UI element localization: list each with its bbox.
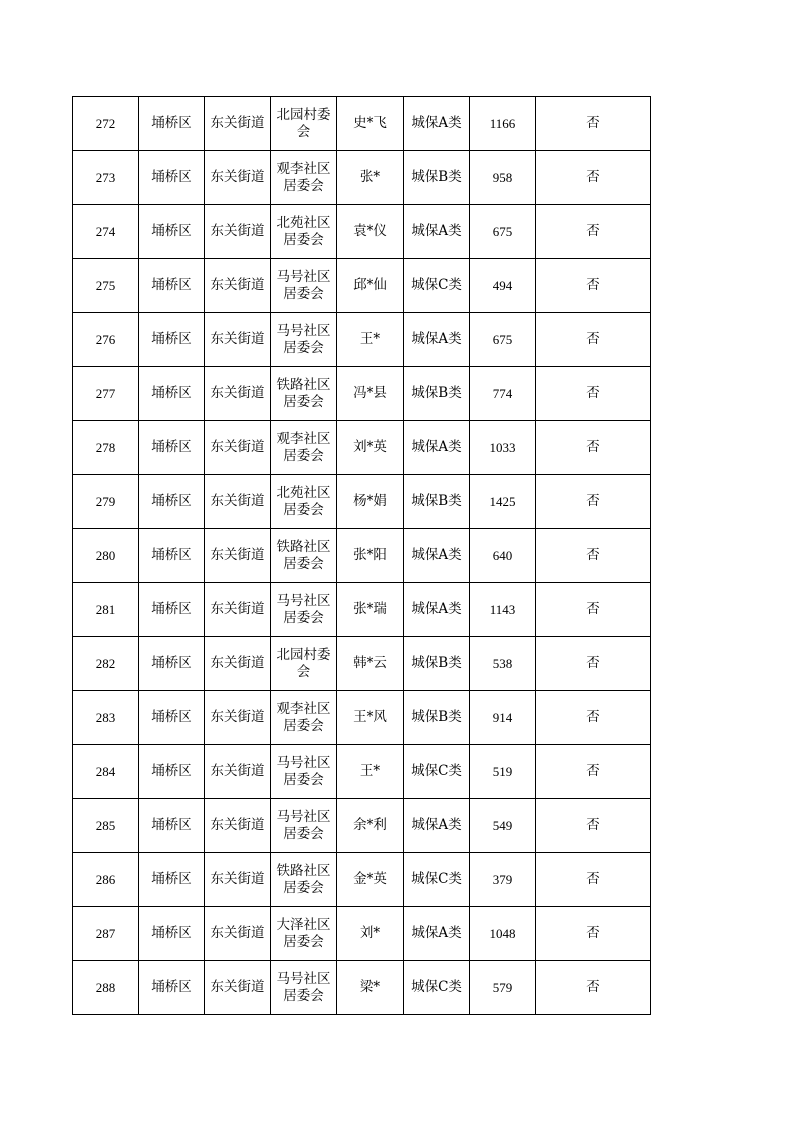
street-cell: 东关街道 — [205, 475, 271, 529]
flag-cell: 否 — [536, 745, 651, 799]
flag-cell: 否 — [536, 205, 651, 259]
row-number-cell: 277 — [73, 367, 139, 421]
name-cell: 张* — [337, 151, 404, 205]
table-row — [73, 259, 651, 313]
street-cell: 东关街道 — [205, 151, 271, 205]
committee-cell: 北园村委会 — [271, 637, 337, 691]
committee-cell: 马号社区居委会 — [271, 745, 337, 799]
amount-cell: 1425 — [470, 475, 536, 529]
name-cell: 王*风 — [337, 691, 404, 745]
committee-cell: 北园村委会 — [271, 97, 337, 151]
name-cell: 袁*仪 — [337, 205, 404, 259]
table-row — [73, 691, 651, 745]
amount-cell: 579 — [470, 961, 536, 1015]
amount-cell: 1166 — [470, 97, 536, 151]
amount-cell: 549 — [470, 799, 536, 853]
street-cell: 东关街道 — [205, 691, 271, 745]
row-number-cell: 284 — [73, 745, 139, 799]
table-row — [73, 637, 651, 691]
district-cell: 埇桥区 — [139, 637, 205, 691]
committee-cell: 北苑社区居委会 — [271, 475, 337, 529]
row-number-cell: 279 — [73, 475, 139, 529]
category-cell: 城保C类 — [404, 259, 470, 313]
category-cell: 城保C类 — [404, 853, 470, 907]
committee-cell: 观李社区居委会 — [271, 421, 337, 475]
committee-cell: 北苑社区居委会 — [271, 205, 337, 259]
district-cell: 埇桥区 — [139, 583, 205, 637]
committee-cell: 观李社区居委会 — [271, 691, 337, 745]
district-cell: 埇桥区 — [139, 421, 205, 475]
flag-cell: 否 — [536, 529, 651, 583]
amount-cell: 519 — [470, 745, 536, 799]
name-cell: 刘*英 — [337, 421, 404, 475]
committee-cell: 马号社区居委会 — [271, 799, 337, 853]
street-cell: 东关街道 — [205, 313, 271, 367]
committee-cell: 铁路社区居委会 — [271, 853, 337, 907]
category-cell: 城保B类 — [404, 151, 470, 205]
row-number-cell: 273 — [73, 151, 139, 205]
committee-cell: 铁路社区居委会 — [271, 367, 337, 421]
category-cell: 城保A类 — [404, 799, 470, 853]
category-cell: 城保B类 — [404, 367, 470, 421]
committee-cell: 观李社区居委会 — [271, 151, 337, 205]
flag-cell: 否 — [536, 475, 651, 529]
category-cell: 城保A类 — [404, 97, 470, 151]
name-cell: 王* — [337, 313, 404, 367]
category-cell: 城保A类 — [404, 205, 470, 259]
district-cell: 埇桥区 — [139, 961, 205, 1015]
flag-cell: 否 — [536, 799, 651, 853]
data-table — [72, 96, 651, 1015]
district-cell: 埇桥区 — [139, 799, 205, 853]
street-cell: 东关街道 — [205, 745, 271, 799]
committee-cell: 大泽社区居委会 — [271, 907, 337, 961]
table-row — [73, 745, 651, 799]
table-row — [73, 205, 651, 259]
amount-cell: 379 — [470, 853, 536, 907]
street-cell: 东关街道 — [205, 259, 271, 313]
amount-cell: 675 — [470, 313, 536, 367]
name-cell: 金*英 — [337, 853, 404, 907]
row-number-cell: 282 — [73, 637, 139, 691]
category-cell: 城保A类 — [404, 313, 470, 367]
street-cell: 东关街道 — [205, 961, 271, 1015]
amount-cell: 538 — [470, 637, 536, 691]
category-cell: 城保A类 — [404, 421, 470, 475]
district-cell: 埇桥区 — [139, 745, 205, 799]
district-cell: 埇桥区 — [139, 151, 205, 205]
flag-cell: 否 — [536, 367, 651, 421]
name-cell: 韩*云 — [337, 637, 404, 691]
flag-cell: 否 — [536, 961, 651, 1015]
row-number-cell: 272 — [73, 97, 139, 151]
table-row — [73, 799, 651, 853]
table-row — [73, 367, 651, 421]
row-number-cell: 276 — [73, 313, 139, 367]
street-cell: 东关街道 — [205, 97, 271, 151]
category-cell: 城保A类 — [404, 529, 470, 583]
row-number-cell: 288 — [73, 961, 139, 1015]
committee-cell: 马号社区居委会 — [271, 259, 337, 313]
category-cell: 城保A类 — [404, 907, 470, 961]
row-number-cell: 278 — [73, 421, 139, 475]
name-cell: 张*阳 — [337, 529, 404, 583]
row-number-cell: 286 — [73, 853, 139, 907]
amount-cell: 494 — [470, 259, 536, 313]
flag-cell: 否 — [536, 421, 651, 475]
row-number-cell: 285 — [73, 799, 139, 853]
district-cell: 埇桥区 — [139, 313, 205, 367]
flag-cell: 否 — [536, 313, 651, 367]
category-cell: 城保A类 — [404, 583, 470, 637]
name-cell: 杨*娟 — [337, 475, 404, 529]
district-cell: 埇桥区 — [139, 205, 205, 259]
street-cell: 东关街道 — [205, 853, 271, 907]
committee-cell: 铁路社区居委会 — [271, 529, 337, 583]
district-cell: 埇桥区 — [139, 367, 205, 421]
table-row — [73, 421, 651, 475]
district-cell: 埇桥区 — [139, 259, 205, 313]
district-cell: 埇桥区 — [139, 529, 205, 583]
table-row — [73, 853, 651, 907]
table-row — [73, 529, 651, 583]
flag-cell: 否 — [536, 151, 651, 205]
amount-cell: 1048 — [470, 907, 536, 961]
amount-cell: 958 — [470, 151, 536, 205]
amount-cell: 640 — [470, 529, 536, 583]
district-cell: 埇桥区 — [139, 475, 205, 529]
name-cell: 张*瑞 — [337, 583, 404, 637]
row-number-cell: 283 — [73, 691, 139, 745]
amount-cell: 774 — [470, 367, 536, 421]
amount-cell: 914 — [470, 691, 536, 745]
table-row — [73, 475, 651, 529]
name-cell: 史*飞 — [337, 97, 404, 151]
row-number-cell: 281 — [73, 583, 139, 637]
street-cell: 东关街道 — [205, 799, 271, 853]
row-number-cell: 275 — [73, 259, 139, 313]
flag-cell: 否 — [536, 583, 651, 637]
table-row — [73, 583, 651, 637]
name-cell: 刘* — [337, 907, 404, 961]
table-row — [73, 961, 651, 1015]
street-cell: 东关街道 — [205, 529, 271, 583]
table-body — [73, 97, 651, 1015]
name-cell: 梁* — [337, 961, 404, 1015]
row-number-cell: 280 — [73, 529, 139, 583]
street-cell: 东关街道 — [205, 907, 271, 961]
street-cell: 东关街道 — [205, 583, 271, 637]
name-cell: 冯*县 — [337, 367, 404, 421]
street-cell: 东关街道 — [205, 421, 271, 475]
row-number-cell: 274 — [73, 205, 139, 259]
flag-cell: 否 — [536, 259, 651, 313]
district-cell: 埇桥区 — [139, 691, 205, 745]
name-cell: 邱*仙 — [337, 259, 404, 313]
street-cell: 东关街道 — [205, 205, 271, 259]
committee-cell: 马号社区居委会 — [271, 313, 337, 367]
district-cell: 埇桥区 — [139, 97, 205, 151]
table-row — [73, 97, 651, 151]
street-cell: 东关街道 — [205, 637, 271, 691]
amount-cell: 1143 — [470, 583, 536, 637]
category-cell: 城保C类 — [404, 961, 470, 1015]
category-cell: 城保B类 — [404, 637, 470, 691]
category-cell: 城保B类 — [404, 475, 470, 529]
amount-cell: 1033 — [470, 421, 536, 475]
street-cell: 东关街道 — [205, 367, 271, 421]
flag-cell: 否 — [536, 97, 651, 151]
table-row — [73, 151, 651, 205]
category-cell: 城保B类 — [404, 691, 470, 745]
name-cell: 王* — [337, 745, 404, 799]
committee-cell: 马号社区居委会 — [271, 961, 337, 1015]
amount-cell: 675 — [470, 205, 536, 259]
category-cell: 城保C类 — [404, 745, 470, 799]
district-cell: 埇桥区 — [139, 907, 205, 961]
flag-cell: 否 — [536, 907, 651, 961]
name-cell: 余*利 — [337, 799, 404, 853]
table-row — [73, 907, 651, 961]
flag-cell: 否 — [536, 853, 651, 907]
committee-cell: 马号社区居委会 — [271, 583, 337, 637]
row-number-cell: 287 — [73, 907, 139, 961]
district-cell: 埇桥区 — [139, 853, 205, 907]
table-row — [73, 313, 651, 367]
flag-cell: 否 — [536, 637, 651, 691]
flag-cell: 否 — [536, 691, 651, 745]
